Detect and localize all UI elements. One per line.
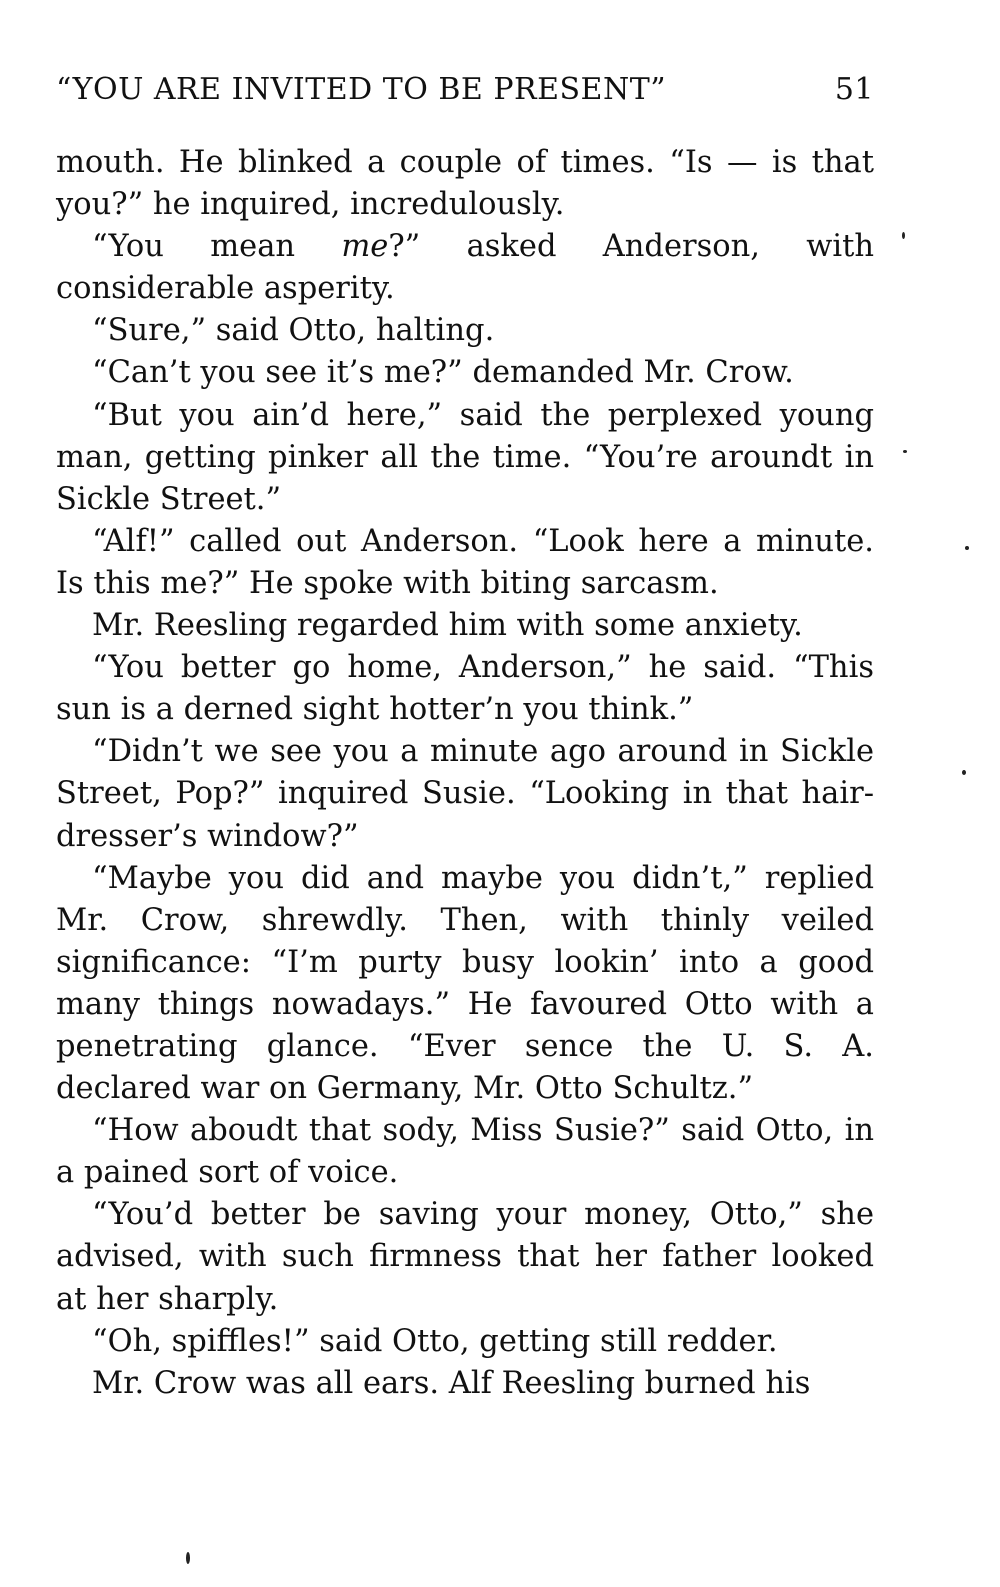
paragraph: “Oh, spiffles!” said Otto, getting still redder. [92, 1323, 778, 1359]
paragraph: “You’d better be saving your money, Otto,” she advised, with such firmness that her father looked at her sharply. [56, 1197, 874, 1317]
scan-speck [962, 770, 966, 775]
paragraph: mouth. He blinked a couple of times. “Is — is that you?” he inquired, incredulously. [56, 145, 874, 223]
scan-speck [903, 450, 907, 453]
scan-speck [902, 232, 905, 239]
paragraph-text: ?” asked Anderson, with considerable asperity. [56, 229, 875, 307]
body-text [56, 142, 874, 1405]
paragraph: “Didn’t we see you a minute ago around in Sickle Street, Pop?” inquired Susie. “Looking in that hair-dresser’s window?” [56, 734, 874, 854]
paragraph [56, 226, 874, 310]
paragraph: “But you ain’d here,” said the perplexed young man, getting pinker all the time. “You’re aroundt in Sickle Street.” [56, 397, 874, 517]
paragraph: “Alf!” called out Anderson. “Look here a minute. Is this me?” He spoke with biting sarcasm. [56, 523, 874, 601]
running-head [56, 70, 874, 114]
paragraph: Mr. Reesling regarded him with some anxiety. [92, 608, 803, 644]
paragraph: “How aboudt that sody, Miss Susie?” said Otto, in a pained sort of voice. [56, 1113, 874, 1191]
page-number: 51 [834, 72, 874, 107]
paragraph: “Maybe you did and maybe you didn’t,” replied Mr. Crow, shrewdly. Then, with thinly veiled significance: “I’m purty busy lookin’ into a good many things nowadays.” He favoured Otto with a penetrating glance. “Ever sence the U. S. A. declared war on Germany, Mr. Otto Schultz.” [56, 860, 874, 1107]
book-page [56, 70, 874, 1405]
paragraph-text: “You mean [92, 229, 342, 265]
chapter-title: “YOU ARE INVITED TO BE PRESENT” [56, 72, 667, 107]
emphasis-text: me [341, 229, 389, 265]
scan-speck [186, 1552, 190, 1564]
paragraph: “Sure,” said Otto, halting. [92, 313, 495, 349]
paragraph: Mr. Crow was all ears. Alf Reesling burned his [92, 1365, 811, 1401]
paragraph: “You better go home, Anderson,” he said. “This sun is a derned sight hotter’n you think.” [56, 650, 874, 728]
scan-speck [965, 546, 969, 550]
paragraph: “Can’t you see it’s me?” demanded Mr. Crow. [92, 355, 794, 391]
